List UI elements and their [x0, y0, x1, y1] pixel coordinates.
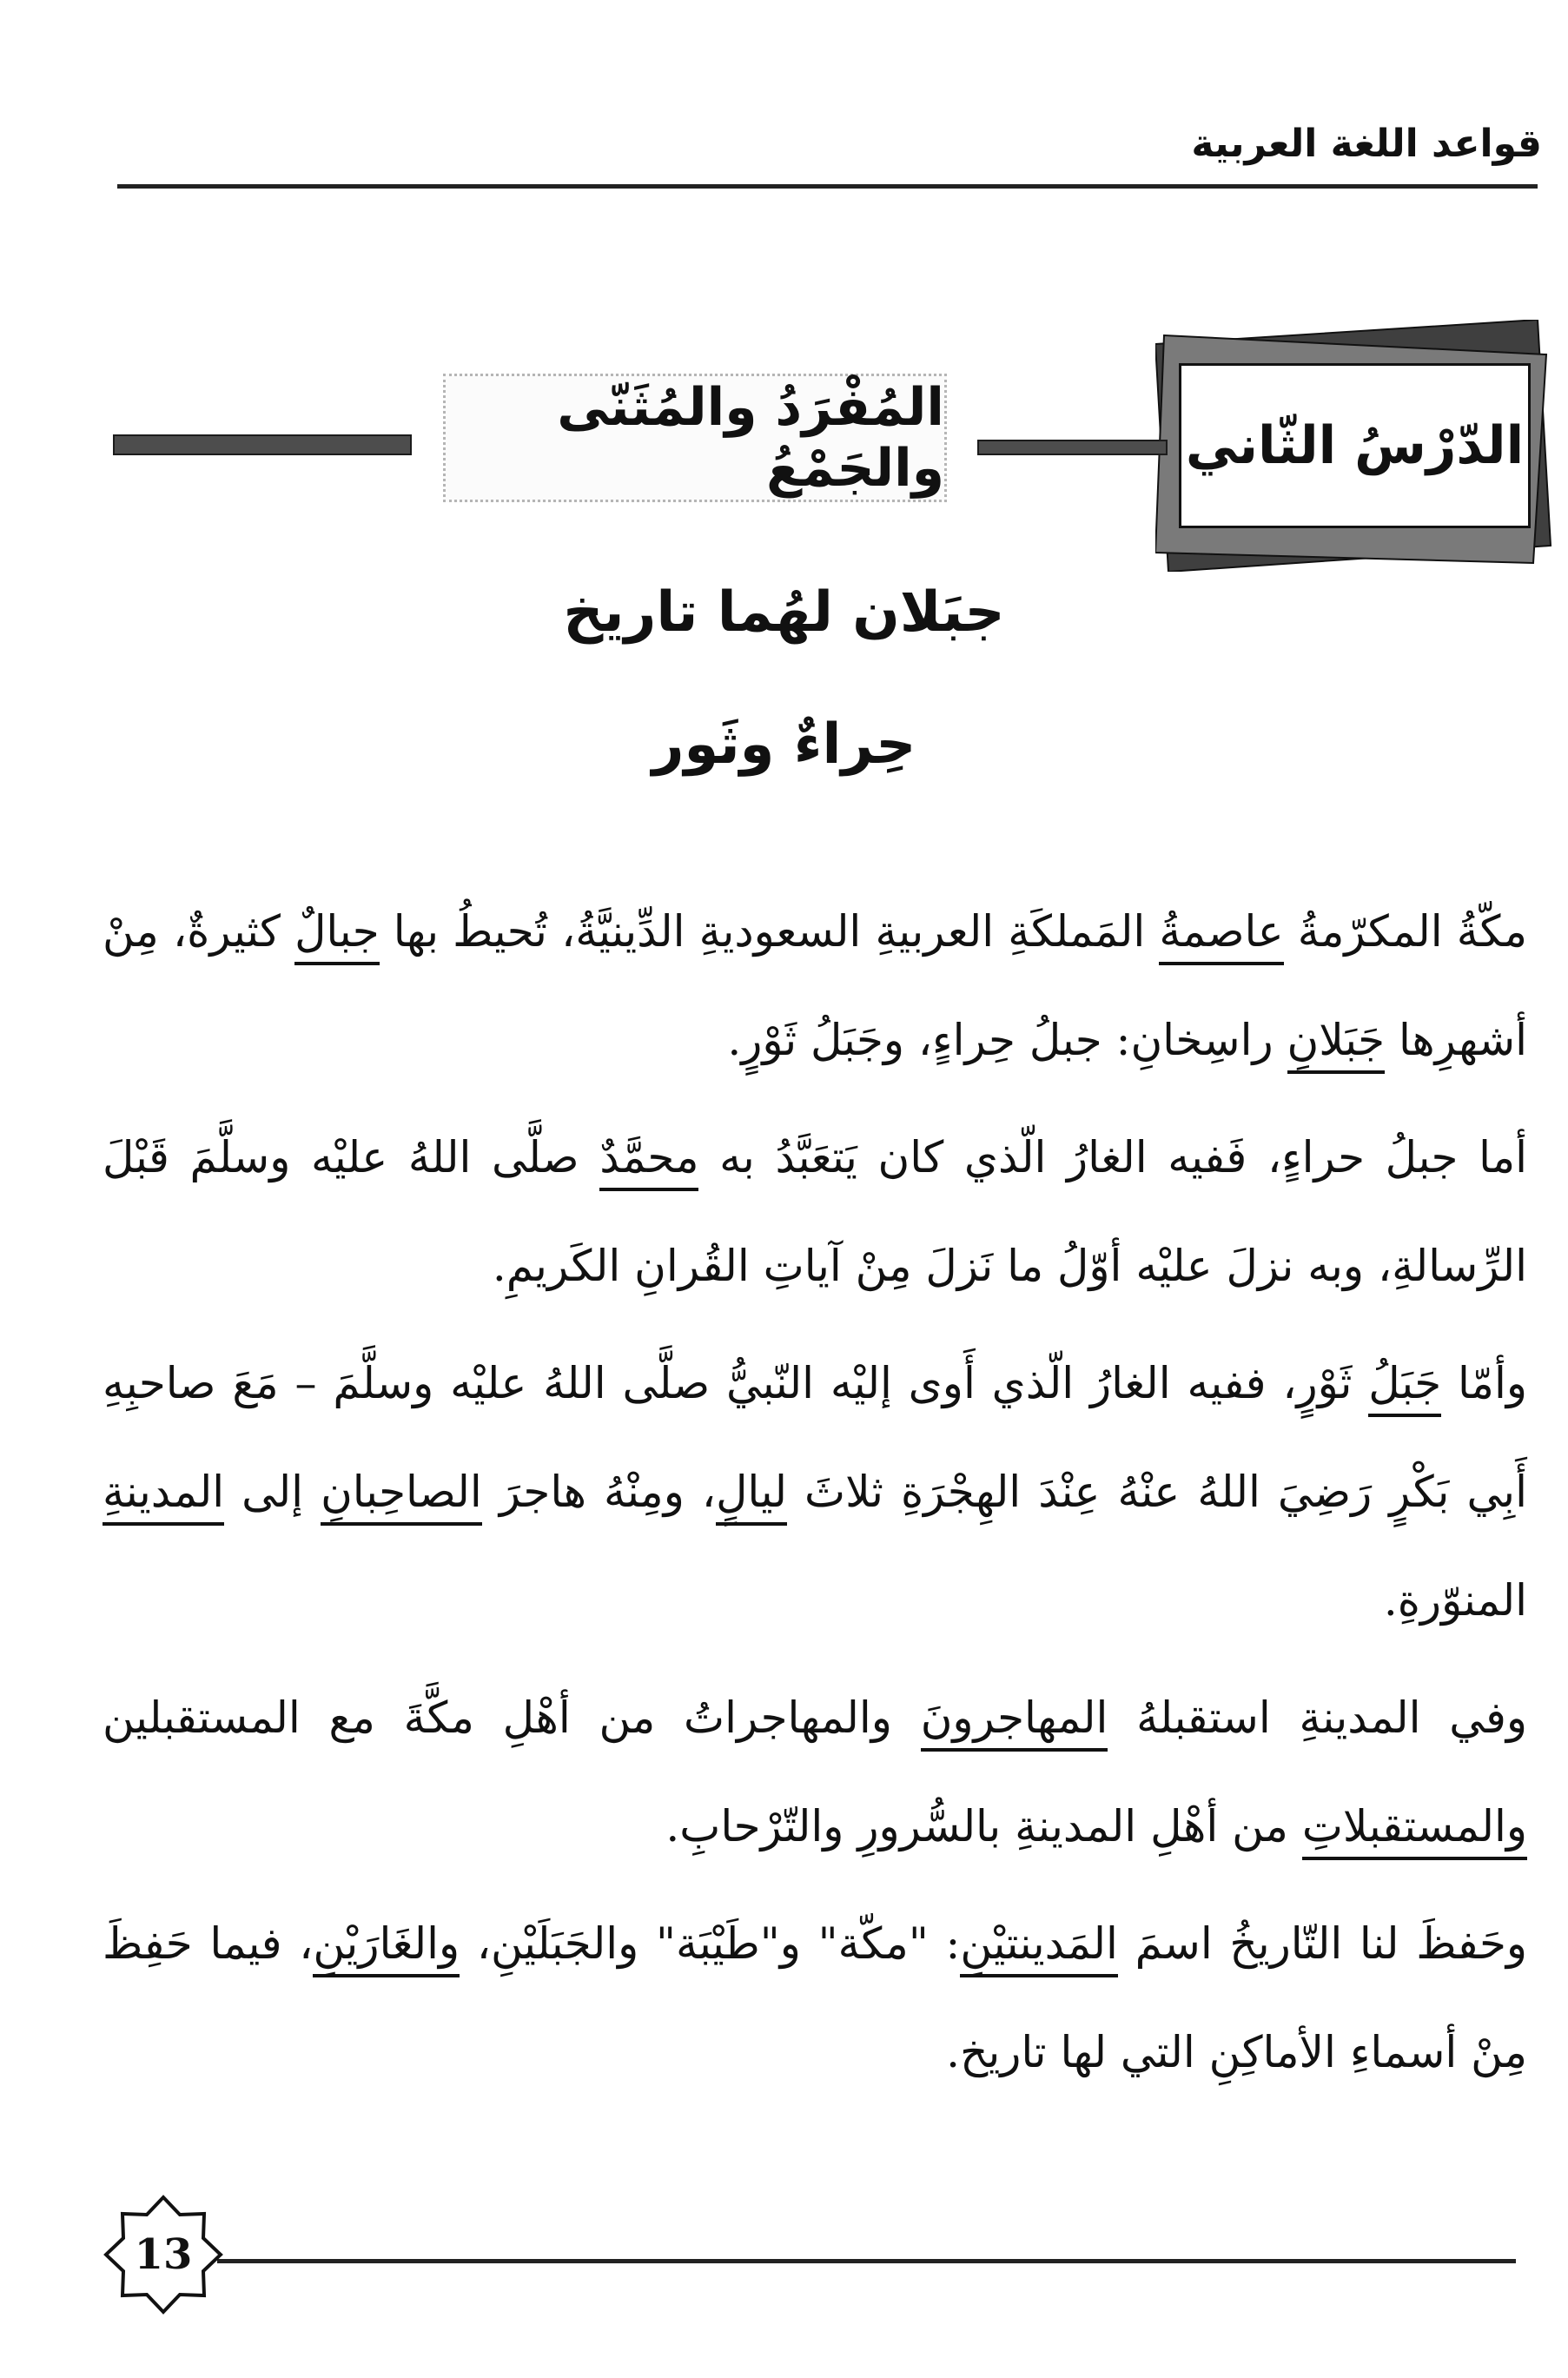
- underlined-word: محمَّدٌ: [599, 1132, 698, 1191]
- text-run: وحَفظَ لنا التّاريخُ اسمَ: [1117, 1918, 1527, 1969]
- paragraph: [103, 1103, 1527, 1321]
- underlined-word: جَبَلُ: [1368, 1358, 1441, 1417]
- banner-bar-right: [977, 440, 1168, 455]
- text-run: المَملكَةِ العربيةِ السعوديةِ الدِّينيَّةُ، تُحيطُ بها: [379, 906, 1160, 957]
- topic-box: [443, 374, 947, 502]
- text-run: والمهاجراتُ من أهْلِ مكَّةَ مع المستقبلين: [103, 1692, 921, 1743]
- topic-label: المُفْرَدُ والمُثَنّى والجَمْعُ: [557, 377, 944, 499]
- lesson-body: [103, 878, 1527, 2116]
- text-run: ثَوْرٍ، ففيه الغارُ الّذي أَوى إليْه النّبيُّ صلَّى اللهُ عليْه وسلَّمَ – مَعَ صاحبِهِ أَبِي بَكْرٍ رَضِيَ اللهُ عنْهُ عِنْدَ الهِجْرَةِ ثلاثَ: [103, 1358, 1527, 1517]
- paragraph: [103, 878, 1527, 1095]
- text-run: أما جبلُ حراءٍ، فَفيه الغارُ الّذي كان يَتعَبَّدُ به: [698, 1132, 1527, 1182]
- text-run: إلى: [224, 1467, 321, 1517]
- running-header-title: قواعد اللغة العربية: [1191, 122, 1542, 166]
- underlined-word: عاصمةُ: [1159, 906, 1283, 965]
- text-run: ، ومِنْهُ هاجرَ: [481, 1467, 717, 1517]
- underlined-word: ليالٍ: [716, 1467, 787, 1526]
- paragraph: [103, 1890, 1527, 2107]
- lesson-subtitle: حِراءٌ وثَور: [652, 712, 916, 777]
- header-rule: [117, 184, 1538, 189]
- paragraph: [103, 1329, 1527, 1655]
- underlined-word: المَدينتيْنِ: [960, 1918, 1118, 1977]
- text-run: راسِخانِ: جبلُ حِراءٍ، وجَبَلُ ثَوْرٍ.: [727, 1015, 1287, 1065]
- lesson-title: جبَلان لهُما تاريخ: [563, 580, 1005, 645]
- underlined-word: الصاحِبانِ: [321, 1467, 482, 1526]
- text-run: مكّةُ المكرّمةُ: [1283, 906, 1527, 957]
- underlined-word: جبالٌ: [294, 906, 380, 965]
- footer-rule: [217, 2259, 1516, 2263]
- text-run: : "مكّة" و"طَيْبَة" والجَبَلَيْنِ،: [460, 1918, 961, 1969]
- paragraph: [103, 1664, 1527, 1881]
- banner-bar-left: [113, 434, 412, 455]
- text-run: وأمّا: [1441, 1358, 1527, 1408]
- text-run: ، فيما حَفِظَ مِنْ أسماءِ الأماكِنِ التي لها تاريخ.: [103, 1918, 1527, 2077]
- text-run: كثيرةٌ، مِنْ أشهرِها: [103, 906, 1527, 1065]
- underlined-word: المهاجرونَ: [921, 1692, 1108, 1752]
- underlined-word: المدينةِ: [103, 1467, 224, 1526]
- page-number: 13: [134, 2230, 193, 2279]
- lesson-label: الدّرْسُ الثّاني: [1185, 415, 1525, 476]
- underlined-word: والغَارَيْنِ: [313, 1918, 460, 1977]
- underlined-word: جَبَلانِ: [1287, 1015, 1386, 1074]
- underlined-word: والمستقبلاتِ: [1302, 1801, 1527, 1860]
- text-run: المنوّرةِ.: [1383, 1575, 1527, 1626]
- text-run: صلَّى اللهُ عليْه وسلَّمَ قَبْلَ الرِّسالةِ، وبه نزلَ عليْه أوّلُ ما نَزلَ مِنْ آياتِ القُرانِ الكَريمِ.: [103, 1132, 1527, 1291]
- text-run: من أهْلِ المدينةِ بالسُّرورِ والتّرْحابِ.: [665, 1801, 1302, 1851]
- lesson-number-box: [1179, 363, 1531, 528]
- text-run: وفي المدينةِ استقبلهُ: [1108, 1692, 1527, 1743]
